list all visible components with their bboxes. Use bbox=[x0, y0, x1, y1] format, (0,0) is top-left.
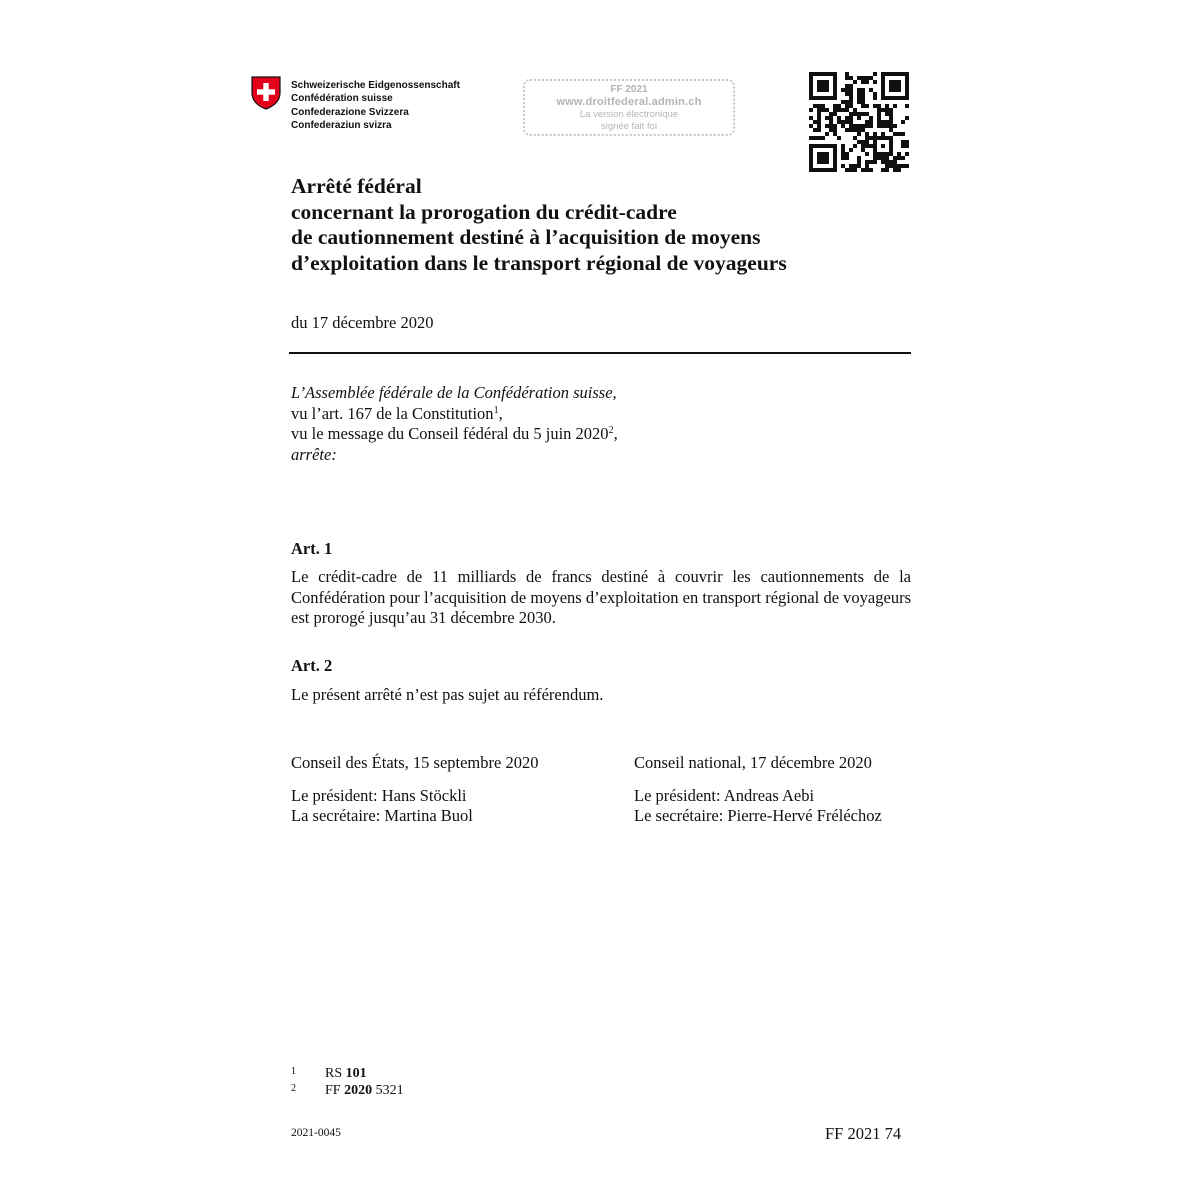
footnote-2 bbox=[291, 1080, 404, 1099]
article-1-heading: Art. 1 bbox=[291, 539, 333, 558]
preamble-vu-constitution bbox=[291, 404, 618, 425]
stamp-line-2: www.droitfederal.admin.ch bbox=[556, 96, 702, 108]
footnote-ref-1[interactable]: 1 bbox=[493, 404, 499, 416]
signature-left-council: Conseil des États, 15 septembre 2020 bbox=[291, 753, 539, 772]
footnote-1-bold: 101 bbox=[345, 1066, 367, 1081]
article-2-text: Le présent arrêté n’est pas sujet au référendum. bbox=[291, 685, 604, 704]
preamble-vu-constitution-end: , bbox=[498, 403, 503, 423]
document-title bbox=[291, 174, 787, 276]
signature-right-secretary: Le secrétaire: Pierre-Hervé Fréléchoz bbox=[634, 806, 882, 825]
footnote-2-bold: 2020 bbox=[344, 1083, 373, 1098]
preamble-vu-message bbox=[291, 424, 618, 445]
document-date: du 17 décembre 2020 bbox=[291, 313, 434, 332]
title-line-1: Arrêté fédéral bbox=[291, 174, 422, 198]
stamp-line-1: FF 2021 bbox=[610, 84, 648, 95]
footnote-ref-2[interactable]: 2 bbox=[608, 425, 614, 436]
signature-left-secretary: La secrétaire: Martina Buol bbox=[291, 806, 473, 825]
stamp-line-4: signée fait foi bbox=[601, 120, 657, 132]
signature-right-president: Le président: Andreas Aebi bbox=[634, 785, 815, 805]
admin-name-it: Confederazione Svizzera bbox=[291, 106, 409, 118]
signature-left-president: Le président: Hans Stöckli bbox=[291, 785, 467, 805]
title-line-4: d’exploitation dans le transport régional de voyageurs bbox=[291, 250, 787, 275]
footnote-1-pre: RS bbox=[325, 1066, 346, 1081]
electronic-signature-stamp bbox=[523, 79, 735, 136]
document-number: 2021-0045 bbox=[291, 1127, 341, 1139]
footnote-1-number: 1 bbox=[291, 1066, 296, 1077]
qr-code-icon bbox=[809, 72, 909, 172]
admin-name-rm: Confederaziun svizra bbox=[291, 120, 392, 132]
preamble-vu-message-end: , bbox=[613, 424, 618, 443]
admin-name-fr: Confédération suisse bbox=[291, 93, 393, 105]
preamble bbox=[291, 383, 618, 465]
footnote-2-pre: FF bbox=[325, 1083, 345, 1098]
article-2-heading: Art. 2 bbox=[291, 656, 333, 675]
preamble-vu-message-text: vu le message du Conseil fédéral du 5 juin 2020 bbox=[291, 424, 609, 443]
preamble-arrete: arrête: bbox=[291, 444, 337, 464]
footnote-2-post: 5321 bbox=[372, 1083, 404, 1098]
signature-block-right bbox=[634, 753, 882, 827]
swiss-coat-of-arms-icon bbox=[251, 76, 281, 110]
signature-block-left bbox=[291, 753, 538, 827]
title-line-2: concernant la prorogation du crédit-cadre bbox=[291, 199, 677, 224]
title-divider bbox=[289, 352, 911, 354]
article-1-text: Le crédit-cadre de 11 milliards de francs destiné à couvrir les cautionnements de la Confédération pour l’acquisition de moyens d’exploitation en transport régional de voyageurs est prorogé jusqu’au 31 décembre 2030. bbox=[291, 567, 911, 627]
admin-name-de: Schweizerische Eidgenossenschaft bbox=[291, 80, 460, 91]
page-reference: FF 2021 74 bbox=[825, 1124, 902, 1143]
title-line-3: de cautionnement destiné à l’acquisition de moyens bbox=[291, 225, 761, 249]
footnote-2-number: 2 bbox=[291, 1083, 296, 1094]
preamble-assembly: L’Assemblée fédérale de la Confédération suisse, bbox=[291, 383, 617, 402]
stamp-line-3: La version électronique bbox=[579, 109, 679, 120]
signature-right-council: Conseil national, 17 décembre 2020 bbox=[634, 753, 872, 772]
preamble-vu-constitution-text: vu l’art. 167 de la Constitution bbox=[291, 403, 494, 423]
administration-names bbox=[291, 79, 460, 133]
